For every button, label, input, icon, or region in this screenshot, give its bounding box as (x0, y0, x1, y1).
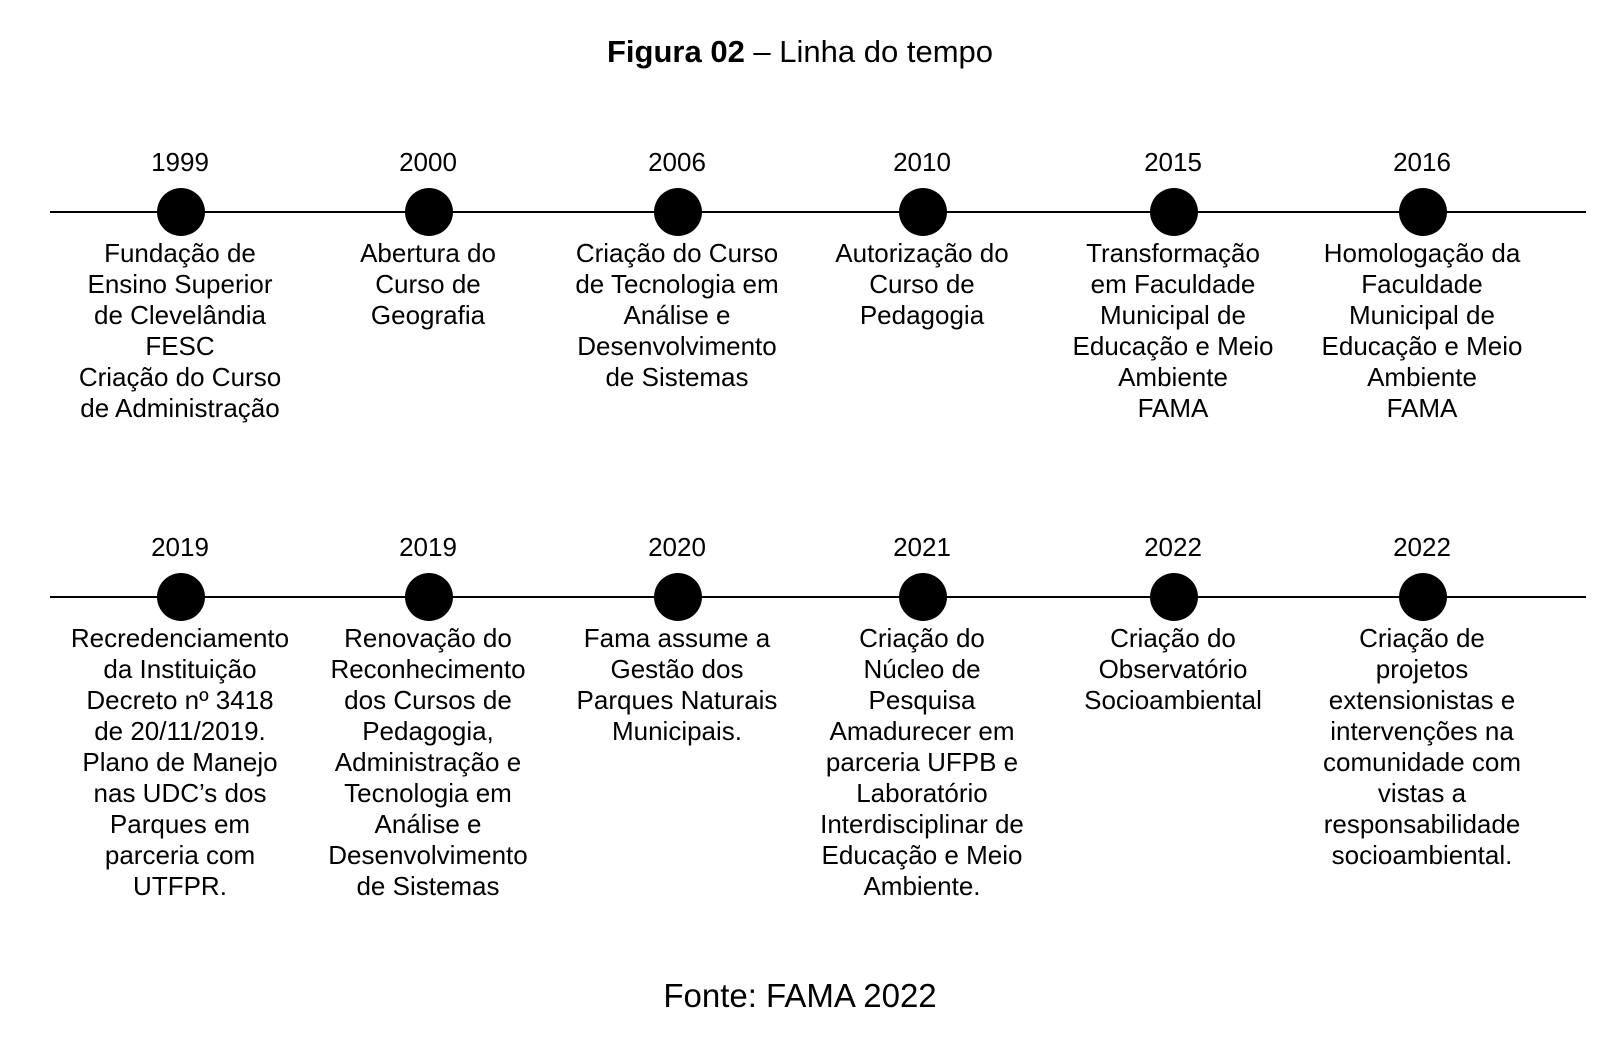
event-marker-dot (654, 573, 702, 621)
event-year: 2019 (399, 532, 457, 562)
event-year: 2019 (151, 532, 209, 562)
event-marker-dot (654, 188, 702, 236)
event-description: Transformação em Faculdade Municipal de Educação e Meio Ambiente FAMA (1072, 238, 1274, 423)
event-marker-dot (405, 573, 453, 621)
event-marker-dot (1399, 188, 1447, 236)
event-marker-dot (899, 188, 947, 236)
event-marker-dot (1399, 573, 1447, 621)
event-year: 2022 (1144, 532, 1202, 562)
event-marker-dot (899, 573, 947, 621)
event-description: Criação de projetos extensionistas e intervenções na comunidade com vistas a responsabilidade socioambiental. (1323, 623, 1521, 870)
event-description: Abertura do Curso de Geografia (360, 238, 496, 330)
event-year: 2021 (893, 532, 951, 562)
event-marker-dot (405, 188, 453, 236)
event-year: 1999 (151, 147, 209, 177)
event-year: 2006 (648, 147, 706, 177)
event-description: Renovação do Reconhecimento dos Cursos de Pedagogia, Administração e Tecnologia em Análise e Desenvolvimento de Sistemas (328, 623, 528, 901)
event-year: 2022 (1393, 532, 1451, 562)
event-marker-dot (157, 573, 205, 621)
event-year: 2015 (1144, 147, 1202, 177)
timeline-row-2 (0, 525, 1600, 905)
event-description: Fundação de Ensino Superior de Clevelândia FESC Criação do Curso de Administração (78, 238, 282, 423)
timeline-row-1 (0, 140, 1600, 520)
event-description: Fama assume a Gestão dos Parques Naturais Municipais. (576, 623, 778, 746)
figure-title-text: – Linha do tempo (744, 34, 993, 69)
event-marker-dot (157, 188, 205, 236)
event-description: Criação do Observatório Socioambiental (1084, 623, 1262, 715)
event-description: Autorização do Curso de Pedagogia (835, 238, 1009, 330)
figure-title (0, 30, 1600, 74)
figure-label: Figura 02 (606, 34, 745, 69)
event-year: 2010 (893, 147, 951, 177)
event-description: Criação do Curso de Tecnologia em Análise e Desenvolvimento de Sistemas (575, 238, 779, 392)
figure-source: Fonte: FAMA 2022 (663, 977, 937, 1014)
event-year: 2016 (1393, 147, 1451, 177)
event-description: Homologação da Faculdade Municipal de Educação e Meio Ambiente FAMA (1321, 238, 1523, 423)
timeline-axis-line (50, 211, 1586, 213)
event-marker-dot (1150, 188, 1198, 236)
timeline-axis-line (50, 596, 1586, 598)
event-marker-dot (1150, 573, 1198, 621)
event-description: Criação do Núcleo de Pesquisa Amadurecer em parceria UFPB e Laboratório Interdisciplinar de Educação e Meio Ambiente. (820, 623, 1024, 901)
event-year: 2000 (399, 147, 457, 177)
event-year: 2020 (648, 532, 706, 562)
event-description: Recredenciamento da Instituição Decreto nº 3418 de 20/11/2019. Plano de Manejo nas UDC’s dos Parques em parceria com UTFPR. (70, 623, 290, 901)
